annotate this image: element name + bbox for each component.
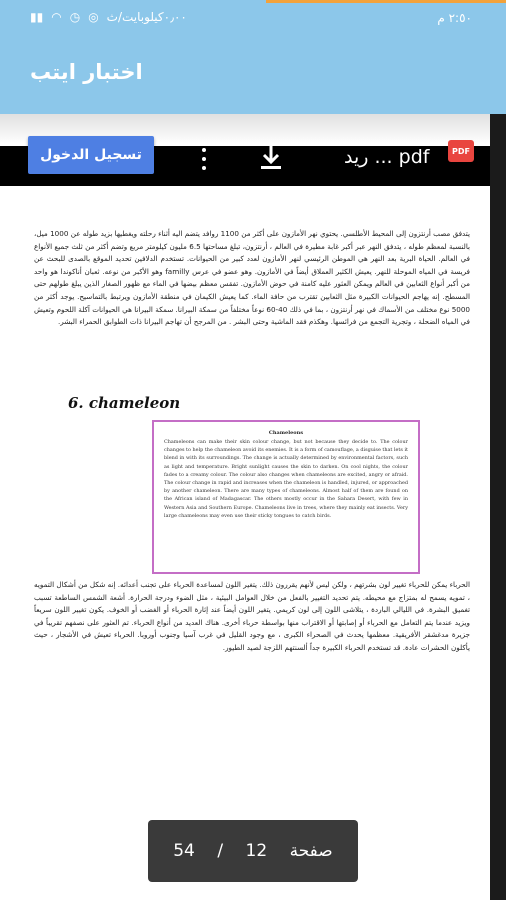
more-options-icon[interactable] [198, 148, 210, 170]
paragraph-amazon: يتدفق مصب أرنتزون إلى المحيط الأطلسي. يحتوي نهر الأمازون على أكثر من 1100 روافد يتضم اليه أثناء رحلته ويغطيها بزيد طوله عن 1000 ميل، بالنسبة لمعظم طوله ، يتدفق النهر عبر أكبر غابة مطيرة في العالم ، أرنتزون، تبلغ مساحتها 6.5 مليون كيلومتر مربع وتضم أكثر من ثلث جميع الأنواع في العالم. الحياة البرية بعد النهر هي الموطن الرئيسي لنهر الأمازون لعدد كبير من الحيوانات. تستخدم الدلافين تحديد الموقع بالصدى للبحث عن فريسة في المياه الموحلة للنهر. يعيش الكثير العملاق أيضاً في الأمازون. وهو عضو في عرس familly وهو الأكبر من نوعه. ثعبان أناكوندا هو واحد من أكبر أنواع الثعابين في العالم ويمكن العثور عليه كامنة في حوض الأمازون. تفقس معظم بيضها في الماء مع ظهور الصغار الذين يبلغ طولهم حتى المسطح. إنه يهاجم الحيوانات الكبيرة مثل الثعابين تقترب من حافة الماء. كما يعيش الكيمان في منطقة الأمازون ويرتبط بالتماسيح. يوجد أكثر من 5000 نوع مختلف من الأسماك في نهر أرنتزون ، بما في ذلك 40-60 نوعاً مختلفاً من سمكة البيرانا. سمكة البيرانا هي الحيوانات آكلة اللحوم وتعيش في المياه الضحلة ، وتجرية التجمع من فرائسها. وهكذم فقد الماشية وحتى البشر . من المرجح أن تهاجم البيرانا ذات الطوابق الحمراء البشر. [34, 229, 471, 327]
viewer-side-shadow [490, 114, 506, 900]
inset-box [152, 420, 420, 574]
current-page: 12 [245, 841, 268, 861]
download-icon[interactable] [258, 144, 284, 172]
page-label: صفحة [289, 841, 333, 861]
page-separator: / [217, 841, 224, 861]
file-name: ريد ... pdf [344, 146, 430, 168]
inset-body: Chameleons can make their skin colour change, but not because they decide to. The colour changes to help the chameleon avoid its enemies. It is a form of camouflage, a disguise that lets it blend in with its surroundings. The change is actually determined by environmental factors, such as light and temperature. Bright sunlight causes the skin to darken. On cool nights, the colour fades to a creamy colour. The colour also changes when chameleons are excited, angry or afraid. The colour change in rapid and increases when the chameleon is handled, injured, or approached by another chameleon. There are many types of chameleons. Almost half of them are found on the African island of Madagascar. The others mostly occur in the Sahara Desert, with few in Western Asia and Southern Europe. Chameleons live in trees, where they mainly eat insects. Very large chameleons may even use their sticky tongues to catch birds. [164, 439, 408, 519]
inset-title: Chameleons [268, 430, 304, 436]
signal-icon: ▮▮ [30, 10, 44, 24]
total-pages: 54 [173, 841, 195, 861]
alarm-icon: ◷ [69, 10, 81, 24]
pdf-page [28, 224, 478, 824]
app-bar [0, 38, 506, 114]
loading-indicator [266, 0, 506, 3]
data-speed: ٠٫٠٠كيلوبايت/ث [106, 10, 187, 24]
section-heading: 6. chameleon [68, 394, 181, 412]
pdf-file-icon: PDF [448, 140, 474, 162]
paragraph-chameleon: الحرباء يمكن للحرباء تغيير لون بشرتهم ، ولكن ليس لأنهم يقررون ذلك. يتغير اللون لمساعدة الحرباء على تجنب أعدائه. إنه شكل من أشكال التمويه ، تمويه يسمح له بمتزاج مع محيطه. يتم تحديد التغيير بالفعل من خلال العوامل البيئية ، مثل الضوء ودرجة الحرارة. أشعة الشمس الساطعة تسبب تغميق البشرة. في الليالي الباردة ، يتلاشى اللون إلى لون كريمي. يتغير اللون أيضاً عند إثارة الحرباء أو الغضب أو الخوف. يكون تغيير اللون سريعاً ويزيد عندما يتم التعامل مع الحرباء أو إصابتها أو الاقتراب منها بواسطة حرباء أخرى. هناك العديد من أنواع الحرباء. تم العثور على نصفهم تقريباً في جزيرة مدغشقر الأفريقية. معظمها يحدث في الصحراء الكبرى ، مع وجود القليل في غرب آسيا وجنوب أوروبا. الحرباء تعيش في الأشجار ، حيث يأكلون الحشرات عادة. قد تستخدم الحرباء الكبيرة جداً ألسنتهم اللزجة لصيد الطيور. [34, 580, 470, 652]
login-button[interactable]: تسجيل الدخول [28, 136, 154, 174]
wifi-icon: ◠ [51, 10, 62, 24]
page-indicator[interactable] [148, 820, 358, 882]
app-title: اختبار ايتب [30, 60, 143, 84]
status-bar [0, 0, 506, 38]
status-icons [30, 10, 187, 24]
messenger-icon: ◎ [88, 10, 99, 24]
status-time: ٢:٥٠ م [437, 11, 472, 25]
pdf-viewer[interactable] [0, 114, 506, 900]
